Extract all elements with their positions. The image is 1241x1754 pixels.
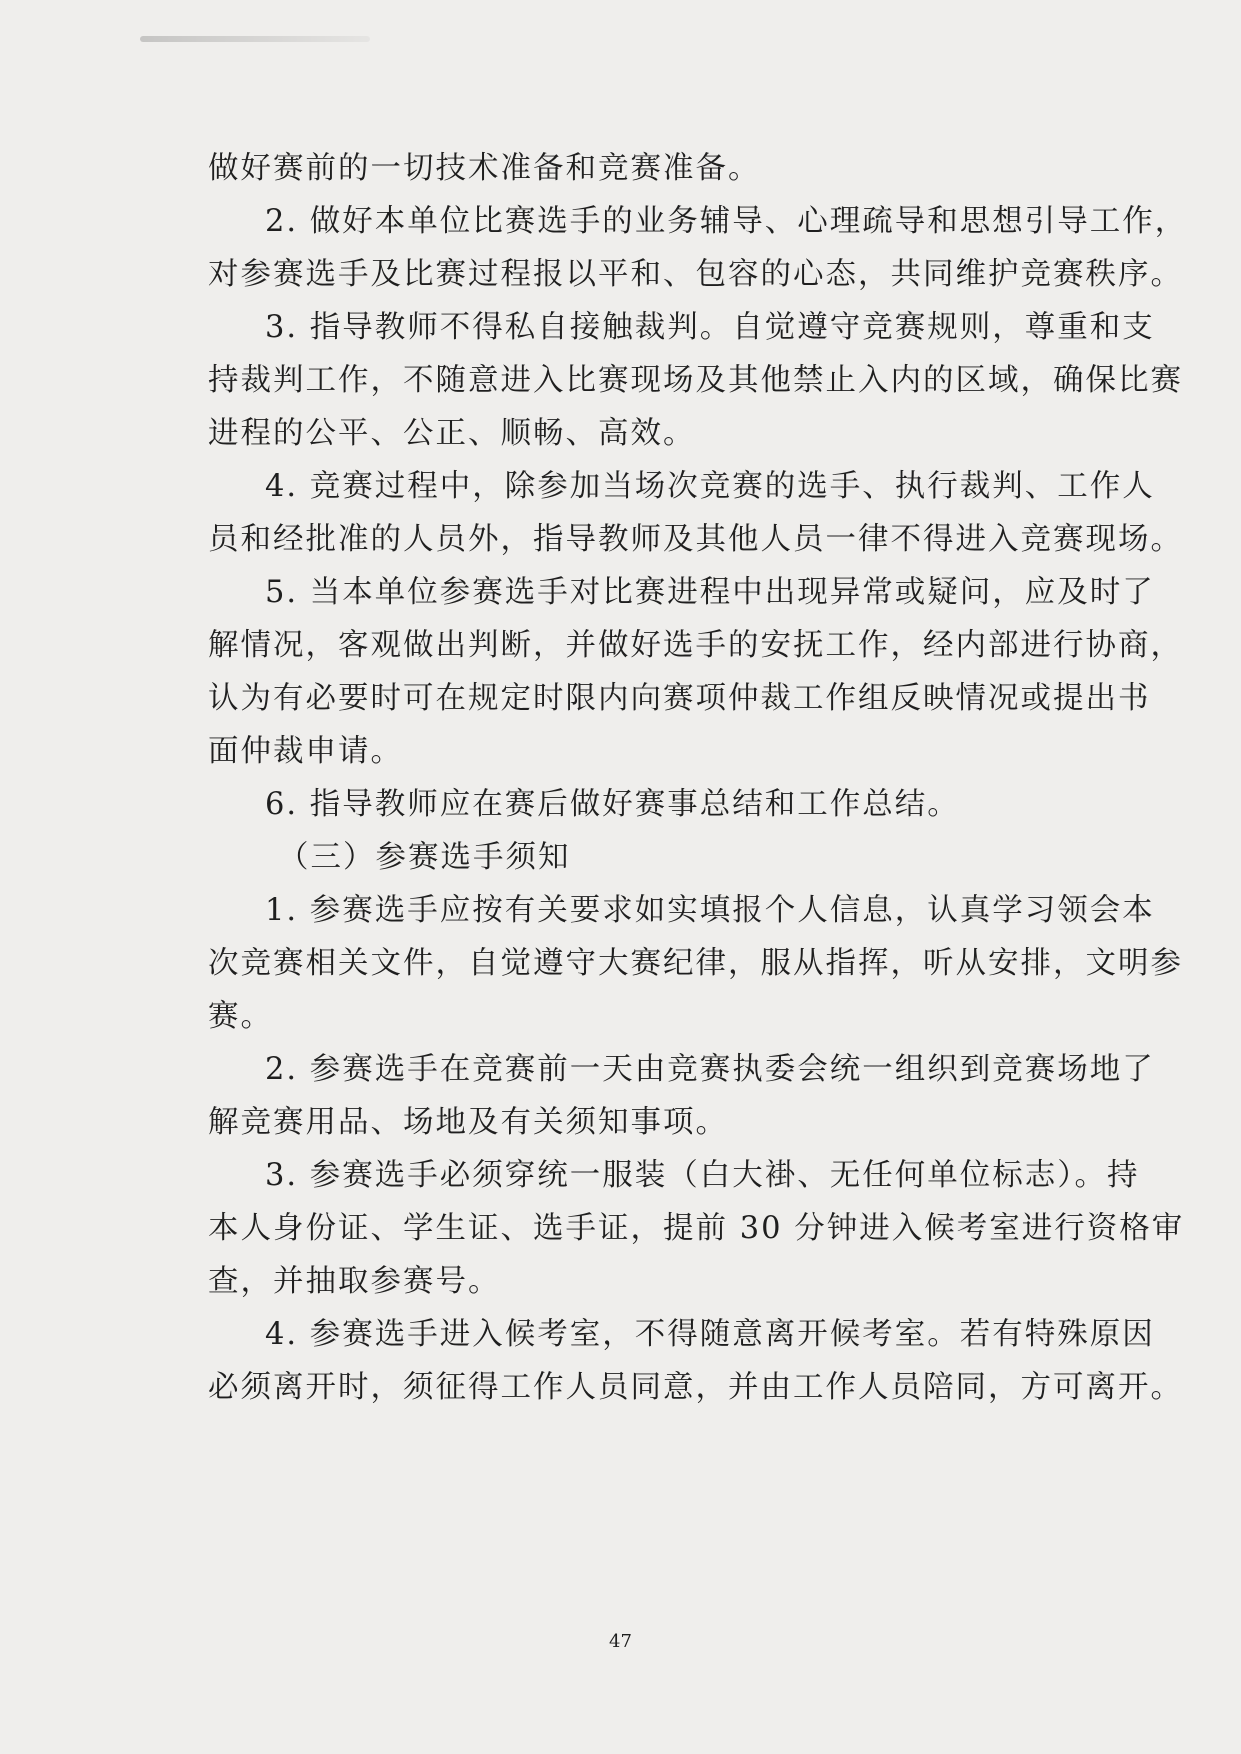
paragraph-line: 4. 竞赛过程中，除参加当场次竞赛的选手、执行裁判、工作人 — [265, 469, 1155, 504]
section-heading: （三）参赛选手须知 — [278, 840, 571, 875]
paragraph-line: 6. 指导教师应在赛后做好赛事总结和工作总结。 — [265, 787, 960, 822]
paragraph-line: 做好赛前的一切技术准备和竞赛准备。 — [208, 151, 761, 186]
paragraph-line: 持裁判工作，不随意进入比赛现场及其他禁止入内的区域，确保比赛 — [208, 363, 1183, 398]
paragraph-line: 次竞赛相关文件，自觉遵守大赛纪律，服从指挥，听从安排，文明参 — [208, 946, 1183, 981]
paragraph-line: 3. 指导教师不得私自接触裁判。自觉遵守竞赛规则，尊重和支 — [265, 310, 1155, 345]
paragraph-line: 面仲裁申请。 — [208, 734, 403, 769]
paragraph-line: 2. 参赛选手在竞赛前一天由竞赛执委会统一组织到竞赛场地了 — [265, 1052, 1155, 1087]
paragraph-line: 1. 参赛选手应按有关要求如实填报个人信息，认真学习领会本 — [265, 893, 1155, 928]
paragraph-line: 认为有必要时可在规定时限内向赛项仲裁工作组反映情况或提出书 — [208, 681, 1151, 716]
paragraph-line: 必须离开时，须征得工作人员同意，并由工作人员陪同，方可离开。 — [208, 1370, 1183, 1405]
paragraph-line: 解竞赛用品、场地及有关须知事项。 — [208, 1105, 728, 1140]
paragraph-line: 4. 参赛选手进入候考室，不得随意离开候考室。若有特殊原因 — [265, 1317, 1155, 1352]
paragraph-line: 对参赛选手及比赛过程报以平和、包容的心态，共同维护竞赛秩序。 — [208, 257, 1183, 292]
paragraph-line: 本人身份证、学生证、选手证，提前 30 分钟进入候考室进行资格审 — [208, 1211, 1185, 1246]
paragraph-line: 进程的公平、公正、顺畅、高效。 — [208, 416, 696, 451]
paragraph-line: 解情况，客观做出判断，并做好选手的安抚工作，经内部进行协商， — [208, 628, 1183, 663]
paragraph-line: 3. 参赛选手必须穿统一服装（白大褂、无任何单位标志）。持 — [265, 1158, 1140, 1193]
paragraph-line: 5. 当本单位参赛选手对比赛进程中出现异常或疑问，应及时了 — [265, 575, 1155, 610]
page-number: 47 — [609, 1631, 632, 1652]
paragraph-line: 赛。 — [208, 999, 273, 1034]
paragraph-line: 2. 做好本单位比赛选手的业务辅导、心理疏导和思想引导工作， — [265, 204, 1188, 239]
paragraph-line: 员和经批准的人员外，指导教师及其他人员一律不得进入竞赛现场。 — [208, 522, 1183, 557]
paragraph-line: 查，并抽取参赛号。 — [208, 1264, 501, 1299]
